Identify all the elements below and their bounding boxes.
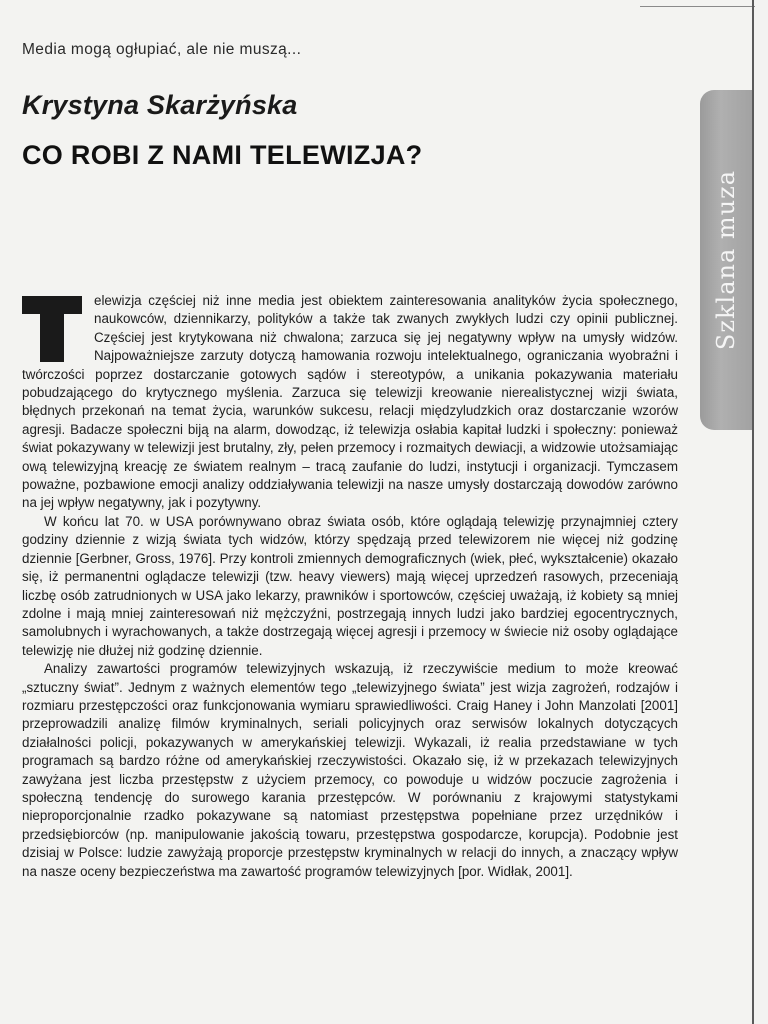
paragraph-2: W końcu lat 70. w USA porównywano obraz świata osób, które oglądają telewizję przynajmniej cztery godziny dziennie z wizją świata tych widzów, którzy spędzają przed telewizorem nie więcej niż godzinę dziennie [Gerbner, Gross, 1976]. Przy kontroli zmiennych demograficznych (wiek, płeć, wykształcenie) okazało się, iż permanentni oglądacze telewizji (tzw. heavy viewers) mają więcej uprzedzeń rasowych, przeceniają liczbę osób zatrudnionych w USA jako lekarzy, prawników i sportowców, częściej uważają, iż kobiety są mniej zdolne i mają mniej zainteresowań niż mężczyźni, postrzegają innych ludzi jako bardziej egocentrycznych, samolubnych i wyrachowanych, a także dostrzegają więcej agresji i przemocy w świecie niż osoby oglądające telewizję nie dłużej niż godzinę dziennie. — [22, 513, 678, 658]
dropcap-letter — [22, 296, 23, 314]
author-name: Krystyna Skarżyńska — [22, 90, 298, 120]
paragraph-3: Analizy zawartości programów telewizyjnych wskazują, iż rzeczywiście medium to może kreować „sztuczny świat”. Jednym z ważnych elementów tego „telewizyjnego świata” jest wizja zagrożeń, rodzajów i rozmiaru przestępczości oraz funkcjonowania wymiaru sprawiedliwości. Craig Haney i John Manzolati [2001] przeprowadzili analizę filmów kryminalnych, seriali policyjnych oraz serwisów lokalnych dotyczących działalności policji, pokazywanych w amerykańskiej telewizji. Wykazali, iż realia przedstawiane w tych programach są bardzo różne od amerykańskiej rzeczywistości. Okazało się, iż w przekazach telewizyjnych zawyżana jest liczba przestępstw z użyciem przemocy, co powoduje u widzów poczucie zagrożenia i społeczną tendencję do surowego karania przestępców. W porównaniu z krajowymi statystykami nieproporcjonalnie rzadko pokazywane są natomiast przestępstwa popełniane przez urzędników i przedsiębiorców (np. manipulowanie jakością towaru, przestępstwa gospodarcze, korupcja). Podobnie jest dzisiaj w Polsce: ludzie zawyżają proporcje przestępstw kryminalnych w relacji do innych, a znaczący wpływ na nasze oceny bezpieczeństwa ma zawartość programów telewizyjnych [por. Widłak, 2001]. — [22, 661, 678, 879]
top-rule — [640, 6, 755, 7]
article-body — [22, 292, 678, 881]
page-edge — [752, 0, 754, 1024]
paragraph-1-text: elewizja częściej niż inne media jest obiektem zainteresowania analityków życia społecznego, naukowców, dziennikarzy, polityków a także tak zwanych zwykłych ludzi czy opinii publicznej. Częściej jest krytykowana niż chwalona; zarzuca się jej negatywny wpływ na umysły widzów. Najpoważniejsze zarzuty dotyczą hamowania rozwoju intelektualnego, ograniczania wyobraźni i twórczości poprzez dostarczanie gotowych sądów i stereotypów, a unikania pokazywania materiału pobudzającego do krytycznego myślenia. Zarzuca się telewizji kreowanie nierealistycznej wizji świata, błędnych przekonań na temat życia, warunków sukcesu, relacji międzyludzkich oraz dostarczanie wzorów agresji. Badacze społeczni biją na alarm, dowodząc, iż telewizja osłabia kapitał ludzki i społeczny: ponieważ świat pokazywany w telewizji jest brutalny, zły, pełen przemocy i rozmaitych dewiacji, a widzowie utożsamiając ową telewizyjną kreację ze światem realnym – tracą zaufanie do ludzi, instytucji i organizacji. Tymczasem poważne, pozbawione emocji analizy oddziaływania telewizji na nasze umysły dostarczają dowodów zarówno na jej wpływ negatywny, jak i pozytywny. — [22, 293, 678, 511]
running-head: Media mogą ogłupiać, ale nie muszą... — [22, 41, 302, 58]
paragraph-1 — [22, 292, 678, 513]
article-title: CO ROBI Z NAMI TELEWIZJA? — [22, 140, 423, 170]
dropcap-t — [22, 296, 84, 360]
section-tab-label: Szklana muza — [712, 169, 740, 351]
section-tab — [700, 90, 752, 430]
